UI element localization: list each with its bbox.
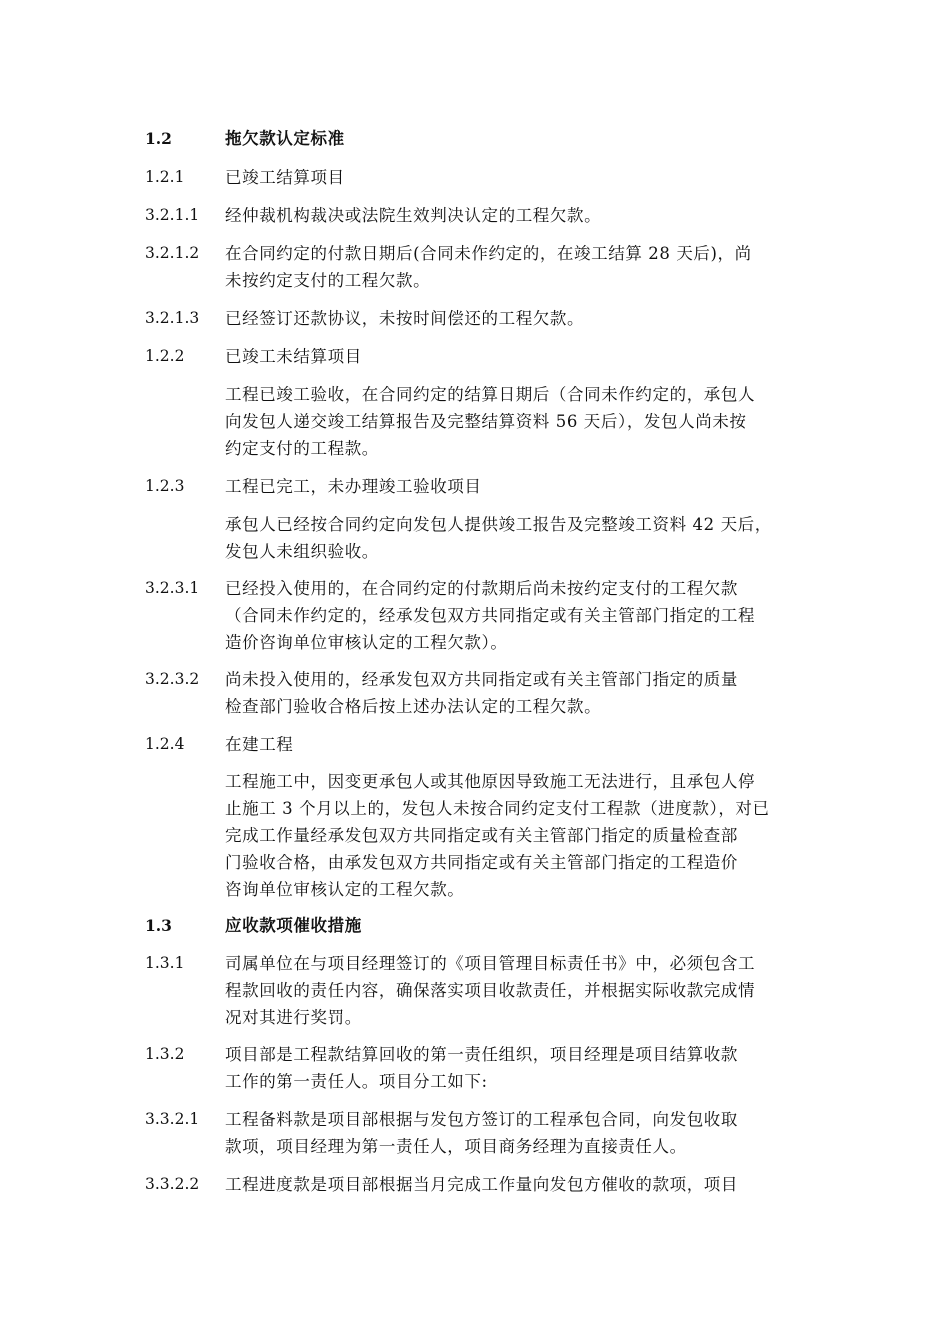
text-line: 在合同约定的付款日期后(合同未作约定的，在竣工结算 28 天后)，尚 bbox=[225, 244, 752, 263]
text-line: 经仲裁机构裁决或法院生效判决认定的工程欠款。 bbox=[225, 206, 602, 225]
clause-number: 1.2.3 bbox=[145, 477, 185, 495]
clause-number: 1.2.4 bbox=[145, 735, 185, 753]
text-line: 咨询单位审核认定的工程欠款。 bbox=[225, 880, 465, 899]
clause-text bbox=[225, 202, 601, 229]
text-line: 工程已完工，未办理竣工验收项目 bbox=[225, 477, 482, 496]
section-title bbox=[225, 125, 345, 152]
text-line: 约定支付的工程款。 bbox=[225, 439, 379, 458]
clause-text bbox=[225, 666, 738, 720]
text-line: 项目部是工程款结算回收的第一责任组织，项目经理是项目结算收款 bbox=[225, 1045, 738, 1064]
clause-number: 3.3.2.1 bbox=[145, 1110, 200, 1128]
text-line: 已竣工未结算项目 bbox=[225, 347, 362, 366]
text-line: 款项，项目经理为第一责任人，项目商务经理为直接责任人。 bbox=[225, 1137, 687, 1156]
clause-number: 3.2.1.2 bbox=[145, 244, 200, 262]
text-line: 工作的第一责任人。项目分工如下: bbox=[225, 1072, 488, 1091]
clause-text bbox=[225, 343, 362, 370]
text-line: 拖欠款认定标准 bbox=[225, 129, 345, 148]
clause-text bbox=[225, 1041, 738, 1095]
text-line: 发包人未组织验收。 bbox=[225, 542, 379, 561]
text-line: 完成工作量经承发包双方共同指定或有关主管部门指定的质量检查部 bbox=[225, 826, 738, 845]
text-line: 工程施工中，因变更承包人或其他原因导致施工无法进行，且承包人停 bbox=[225, 772, 756, 791]
paragraph-text bbox=[225, 768, 770, 903]
text-line: 向发包人递交竣工结算报告及完整结算资料 56 天后），发包人尚未按 bbox=[225, 412, 747, 431]
text-line: 程款回收的责任内容，确保落实项目收款责任，并根据实际收款完成情 bbox=[225, 981, 756, 1000]
text-line: 已经签订还款协议，未按时间偿还的工程欠款。 bbox=[225, 309, 585, 328]
clause-number: 1.3.1 bbox=[145, 954, 185, 972]
text-line: 造价咨询单位审核认定的工程欠款）。 bbox=[225, 633, 508, 652]
clause-number: 1.3.2 bbox=[145, 1045, 185, 1063]
clause-number: 3.2.3.2 bbox=[145, 670, 200, 688]
text-line: 工程进度款是项目部根据当月完成工作量向发包方催收的款项，项目 bbox=[225, 1175, 738, 1194]
clause-text bbox=[225, 473, 482, 500]
text-line: 未按约定支付的工程欠款。 bbox=[225, 271, 431, 290]
text-line: 工程备料款是项目部根据与发包方签订的工程承包合同，向发包收取 bbox=[225, 1110, 738, 1129]
clause-number: 1.2.2 bbox=[145, 347, 185, 365]
text-line: 工程已竣工验收，在合同约定的结算日期后（合同未作约定的，承包人 bbox=[225, 385, 756, 404]
text-line: 应收款项催收措施 bbox=[225, 916, 362, 935]
clause-text bbox=[225, 950, 755, 1031]
clause-text bbox=[225, 575, 755, 656]
clause-text bbox=[225, 1171, 738, 1198]
clause-number: 3.2.3.1 bbox=[145, 579, 200, 597]
text-line: 已经投入使用的，在合同约定的付款期后尚未按约定支付的工程欠款 bbox=[225, 579, 738, 598]
clause-text bbox=[225, 164, 345, 191]
section-title bbox=[225, 912, 362, 939]
clause-text bbox=[225, 240, 752, 294]
text-line: 尚未投入使用的，经承发包双方共同指定或有关主管部门指定的质量 bbox=[225, 670, 738, 689]
clause-number: 1.2.1 bbox=[145, 168, 185, 186]
text-line: 检查部门验收合格后按上述办法认定的工程欠款。 bbox=[225, 697, 602, 716]
clause-text bbox=[225, 731, 293, 758]
text-line: 承包人已经按合同约定向发包人提供竣工报告及完整竣工资料 42 天后， bbox=[225, 515, 772, 534]
section-number: 1.3 bbox=[145, 916, 172, 935]
text-line: 司属单位在与项目经理签订的《项目管理目标责任书》中，必须包含工 bbox=[225, 954, 756, 973]
text-line: 况对其进行奖罚。 bbox=[225, 1008, 362, 1027]
section-number: 1.2 bbox=[145, 129, 172, 148]
text-line: （合同未作约定的，经承发包双方共同指定或有关主管部门指定的工程 bbox=[225, 606, 756, 625]
text-line: 止施工 3 个月以上的，发包人未按合同约定支付工程款（进度款），对已 bbox=[225, 799, 770, 818]
text-line: 门验收合格，由承发包双方共同指定或有关主管部门指定的工程造价 bbox=[225, 853, 738, 872]
clause-text bbox=[225, 305, 584, 332]
clause-text bbox=[225, 1106, 738, 1160]
clause-number: 3.3.2.2 bbox=[145, 1175, 200, 1193]
paragraph-text bbox=[225, 381, 755, 462]
paragraph-text bbox=[225, 511, 772, 565]
clause-number: 3.2.1.1 bbox=[145, 206, 200, 224]
text-line: 在建工程 bbox=[225, 735, 294, 754]
clause-number: 3.2.1.3 bbox=[145, 309, 200, 327]
text-line: 已竣工结算项目 bbox=[225, 168, 345, 187]
